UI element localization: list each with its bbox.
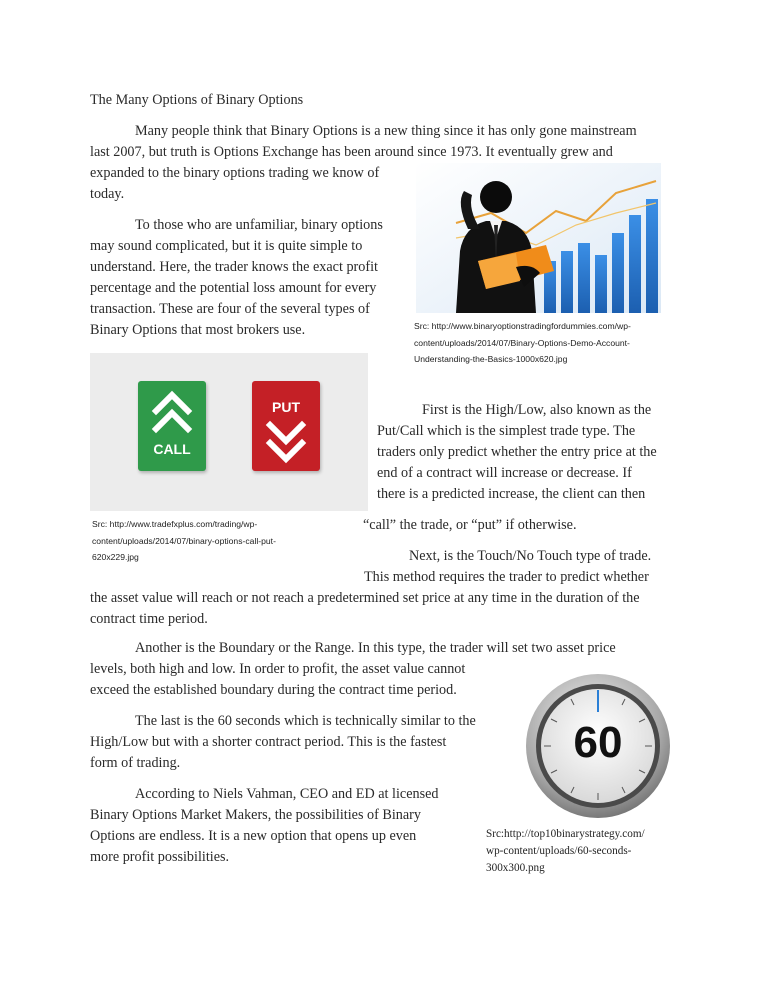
text-line: today. — [90, 186, 125, 202]
caption-line: Understanding-the-Basics-1000x620.jpg — [414, 354, 568, 364]
text-line: Next, is the Touch/No Touch type of trade. — [409, 548, 652, 564]
caption-line: Src: http://www.tradefxplus.com/trading/wp- — [92, 519, 258, 529]
text-line: more profit possibilities. — [90, 849, 230, 865]
text-line: According to Niels Vahman, CEO and ED at licensed — [135, 786, 439, 802]
text-line: transaction. These are four of the several types of — [90, 301, 370, 317]
call-put-image — [90, 353, 368, 511]
text-line: may sound complicated, but it is quite simple to — [90, 238, 363, 254]
text-line: Binary Options that most brokers use. — [90, 322, 306, 338]
text-line: Another is the Boundary or the Range. In this type, the trader will set two asset price — [135, 640, 616, 656]
call-label: CALL — [153, 441, 191, 457]
document-title: The Many Options of Binary Options — [90, 92, 304, 108]
chevron-down-icon — [252, 417, 320, 469]
text-line: First is the High/Low, also known as the — [422, 402, 652, 418]
put-label: PUT — [272, 399, 300, 415]
text-line: Put/Call which is the simplest trade type. The — [377, 423, 636, 439]
businessman-chart-image — [416, 163, 661, 313]
caption-line: content/uploads/2014/07/binary-options-call-put- — [92, 536, 276, 546]
text-line: contract time period. — [90, 611, 208, 627]
text-line: High/Low but with a shorter contract period. This is the fastest — [90, 734, 447, 750]
timer-label: 60 — [573, 718, 623, 767]
text-line: Options are endless. It is a new option that opens up even — [90, 828, 417, 844]
text-line: The last is the 60 seconds which is technically similar to the — [135, 713, 476, 729]
text-line: last 2007, but truth is Options Exchange has been around since 1973. It eventually grew and — [90, 144, 613, 160]
caption-line: wp-content/uploads/60-seconds- — [486, 845, 632, 857]
caption-line: content/uploads/2014/07/Binary-Options-Demo-Account- — [414, 338, 630, 348]
text-line: there is a predicted increase, the client can then — [377, 486, 646, 502]
text-line: expanded to the binary options trading we know of — [90, 165, 380, 181]
text-line: levels, both high and low. In order to profit, the asset value cannot — [90, 661, 466, 677]
text-line: “call” the trade, or “put” if otherwise. — [363, 517, 577, 533]
text-line: form of trading. — [90, 755, 181, 771]
text-line: Binary Options Market Makers, the possibilities of Binary — [90, 807, 421, 823]
text-line: Many people think that Binary Options is a new thing since it has only gone mainstream — [135, 123, 637, 139]
timer-60-image — [518, 672, 678, 820]
text-line: exceed the established boundary during the contract time period. — [90, 682, 457, 698]
text-line: the asset value will reach or not reach a predetermined set price at any time in the duration of the — [90, 590, 640, 606]
text-line: percentage and the potential loss amount for every — [90, 280, 377, 296]
text-line: understand. Here, the trader knows the exact profit — [90, 259, 378, 275]
text-line: This method requires the trader to predict whether — [364, 569, 649, 585]
caption-line: 300x300.png — [486, 862, 545, 874]
text-line: end of a contract will increase or decrease. If — [377, 465, 632, 481]
put-button-graphic — [252, 381, 320, 471]
call-button-graphic — [138, 381, 206, 471]
caption-line: 620x229.jpg — [92, 552, 139, 562]
text-line: To those who are unfamiliar, binary options — [135, 217, 383, 233]
caption-line: Src:http://top10binarystrategy.com/ — [486, 828, 645, 840]
chevron-up-icon — [138, 381, 206, 439]
caption-line: Src: http://www.binaryoptionstradingfordummies.com/wp- — [414, 321, 631, 331]
text-line: traders only predict whether the entry price at the — [377, 444, 657, 460]
